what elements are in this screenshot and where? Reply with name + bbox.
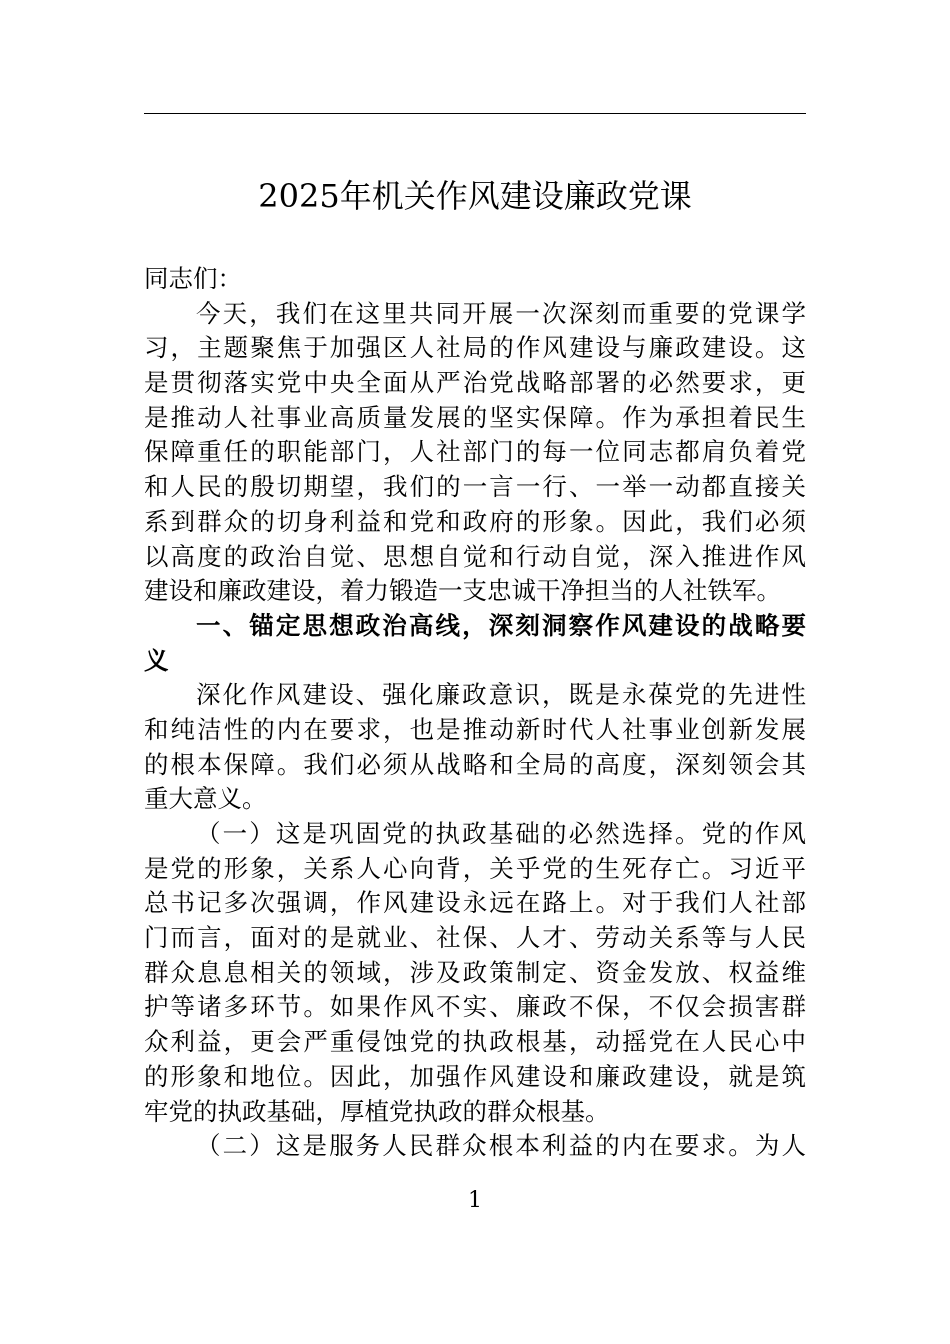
paragraph-line: 今天，我们在这里共同开展一次深刻而重要的党课学 bbox=[196, 298, 806, 328]
salutation-line: 同志们： bbox=[144, 264, 242, 293]
paragraph-line: 是党的形象，关系人心向背，关乎党的生死存亡。习近平 bbox=[144, 853, 806, 883]
paragraph-line: 群众息息相关的领域，涉及政策制定、资金发放、权益维 bbox=[144, 957, 806, 987]
paragraph-line: 重大意义。 bbox=[144, 784, 267, 814]
section-heading-line: 一、锚定思想政治高线，深刻洞察作风建设的战略要 bbox=[196, 610, 806, 640]
paragraph-line: 以高度的政治自觉、思想自觉和行动自觉，深入推进作风 bbox=[144, 541, 806, 571]
section-heading-line: 义 bbox=[144, 645, 169, 675]
paragraph-line: 的根本保障。我们必须从战略和全局的高度，深刻领会其 bbox=[144, 749, 806, 779]
paragraph-line: 是贯彻落实党中央全面从严治党战略部署的必然要求，更 bbox=[144, 368, 806, 398]
paragraph-line: 和人民的殷切期望，我们的一言一行、一举一动都直接关 bbox=[144, 472, 806, 502]
document-body bbox=[144, 262, 806, 1164]
paragraph-line: （一）这是巩固党的执政基础的必然选择。党的作风 bbox=[196, 819, 806, 848]
paragraph-line: 总书记多次强调，作风建设永远在路上。对于我们人社部 bbox=[144, 888, 806, 918]
paragraph-line: 和纯洁性的内在要求，也是推动新时代人社事业创新发展 bbox=[144, 714, 806, 744]
paragraph-line: 众利益，更会严重侵蚀党的执政根基，动摇党在人民心中 bbox=[144, 1027, 806, 1057]
paragraph-line: 保障重任的职能部门，人社部门的每一位同志都肩负着党 bbox=[144, 437, 806, 467]
header-rule bbox=[144, 113, 806, 114]
document-title: 2025年机关作风建设廉政党课 bbox=[258, 177, 692, 215]
paragraph-line: 门而言，面对的是就业、社保、人才、劳动关系等与人民 bbox=[144, 923, 806, 953]
paragraph-line: （二）这是服务人民群众根本利益的内在要求。为人 bbox=[196, 1131, 806, 1161]
paragraph-line: 建设和廉政建设，着力锻造一支忠诚干净担当的人社铁军。 bbox=[144, 576, 781, 606]
paragraph-line: 习，主题聚焦于加强区人社局的作风建设与廉政建设。这 bbox=[144, 333, 806, 363]
paragraph-line: 的形象和地位。因此，加强作风建设和廉政建设，就是筑 bbox=[144, 1061, 806, 1091]
page-number: 1 bbox=[468, 1188, 482, 1213]
paragraph-line: 系到群众的切身利益和党和政府的形象。因此，我们必须 bbox=[144, 506, 806, 536]
paragraph-line: 牢党的执政基础，厚植党执政的群众根基。 bbox=[144, 1096, 610, 1126]
paragraph-line: 深化作风建设、强化廉政意识，既是永葆党的先进性 bbox=[196, 680, 806, 710]
paragraph-line: 是推动人社事业高质量发展的坚实保障。作为承担着民生 bbox=[144, 402, 806, 432]
paragraph-line: 护等诸多环节。如果作风不实、廉政不保，不仅会损害群 bbox=[144, 992, 806, 1022]
